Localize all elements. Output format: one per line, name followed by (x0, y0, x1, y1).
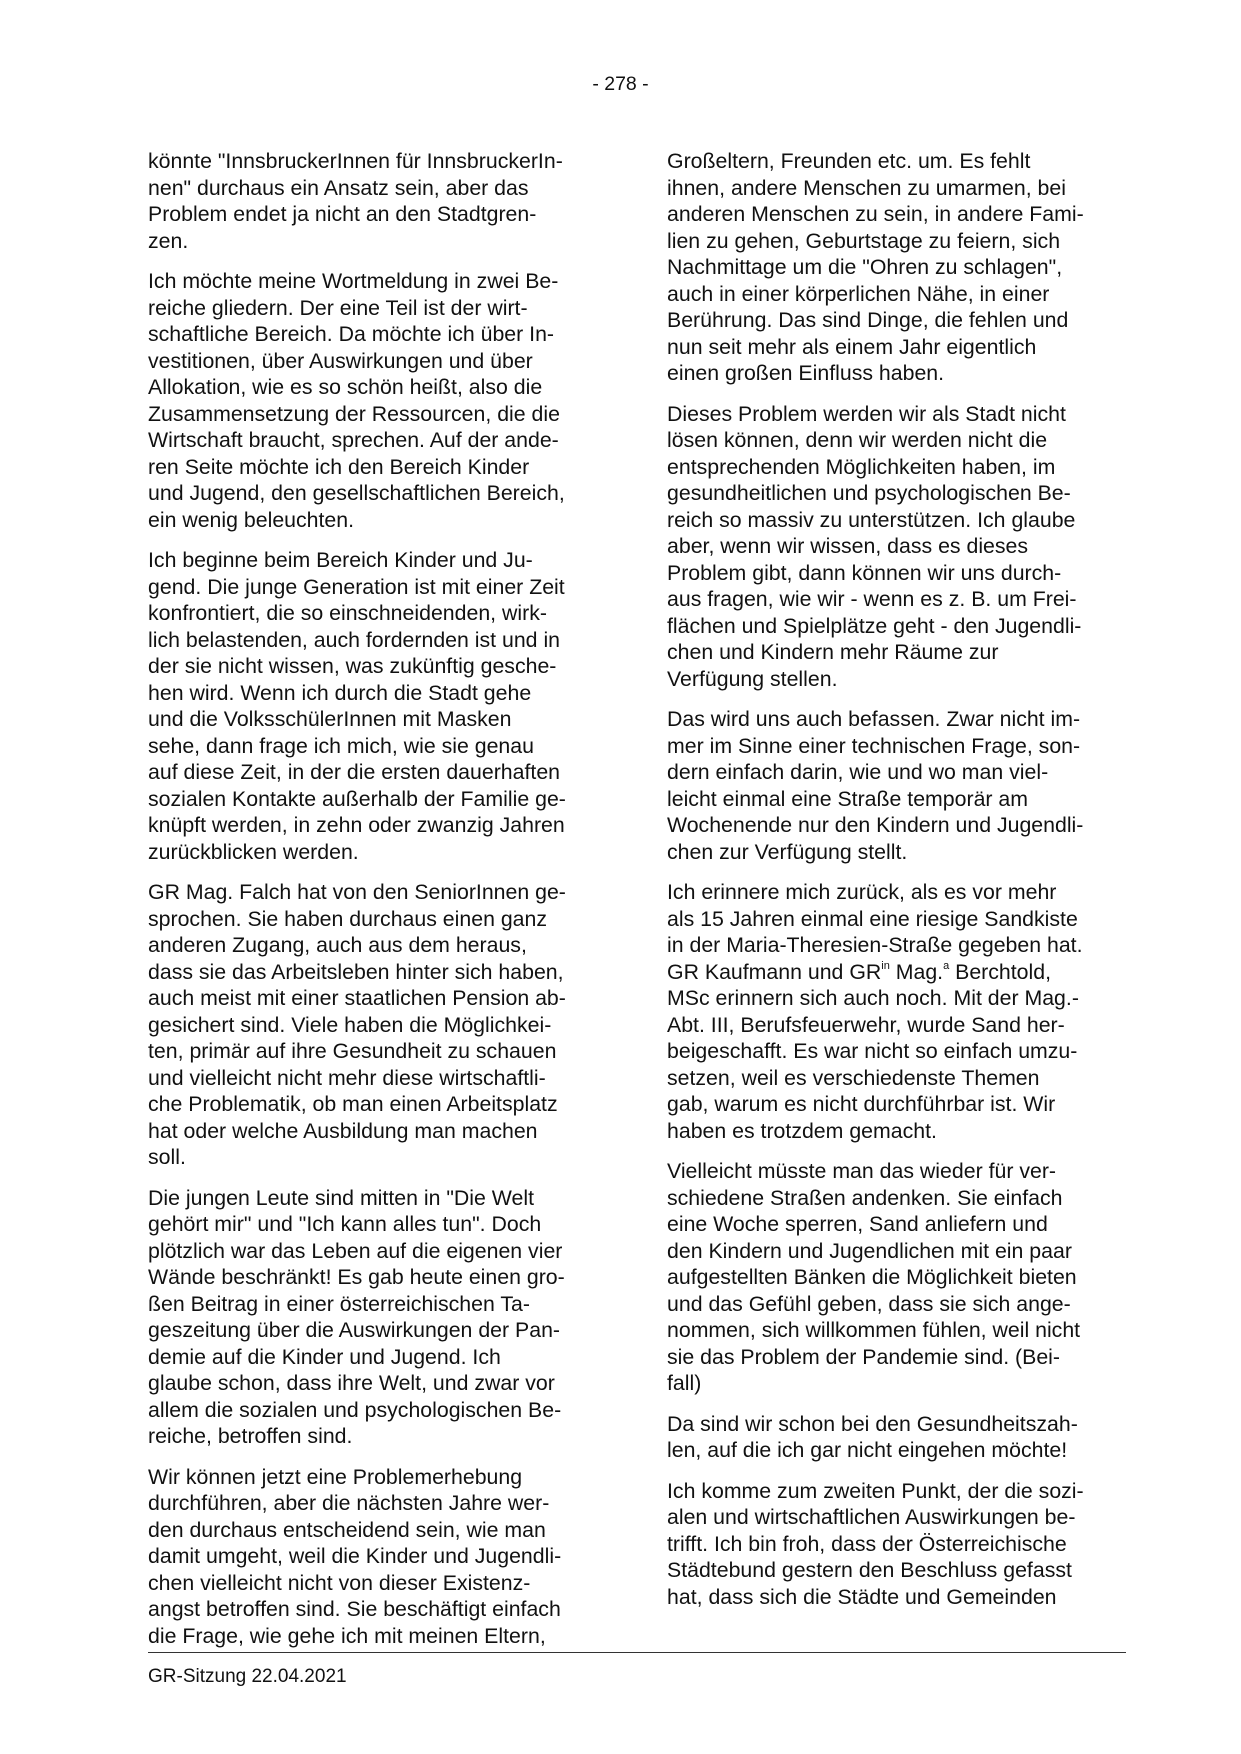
text-line: gend. Die junge Generation ist mit einer Zeit (148, 574, 565, 599)
text-line: und Jugend, den gesellschaftlichen Bereich, (148, 481, 565, 505)
paragraph (148, 268, 596, 533)
text-line: allem die sozialen und psychologischen Be- (148, 1397, 562, 1422)
text-line: Das wird uns auch befassen. Zwar nicht im- (667, 707, 1081, 731)
paragraph (148, 547, 596, 865)
right-column (667, 148, 1127, 1624)
text-line: als 15 Jahren einmal eine riesige Sandkiste (667, 906, 1078, 931)
paragraph (148, 1185, 596, 1450)
text-line: Problem endet ja nicht an den Stadtgren- (148, 202, 537, 226)
text-line: nen" durchaus ein Ansatz sein, aber das (148, 175, 529, 200)
text-line: Nachmittage um die "Ohren zu schlagen", (667, 255, 1063, 279)
text-line: Da sind wir schon bei den Gesundheitszah- (667, 1411, 1078, 1436)
text-line: haben es trotzdem gemacht. (667, 1118, 937, 1143)
text-line: trifft. Ich bin froh, dass der Österreichische (667, 1531, 1067, 1556)
text-line: knüpft werden, in zehn oder zwanzig Jahren (148, 813, 565, 837)
text-line: konfrontiert, die so einschneidenden, wirk- (148, 601, 547, 625)
text-line: hen wird. Wenn ich durch die Stadt gehe (148, 680, 532, 705)
text-line: flächen und Spielplätze geht - den Jugendli- (667, 613, 1082, 638)
text-line: angst betroffen sind. Sie beschäftigt einfach (148, 1597, 561, 1621)
paragraph (148, 148, 596, 254)
text-line: Vielleicht müsste man das wieder für ver- (667, 1159, 1057, 1183)
paragraph (667, 1158, 1127, 1397)
paragraph (667, 879, 1127, 1144)
text-line: anderen Zugang, auch aus dem heraus, (148, 933, 527, 957)
text-line: Dieses Problem werden wir als Stadt nicht (667, 401, 1066, 426)
text-line: Problem gibt, dann können wir uns durch- (667, 560, 1062, 585)
text-line: dass sie das Arbeitsleben hinter sich haben, (148, 959, 564, 984)
text-line: auch in einer körperlichen Nähe, in einer (667, 281, 1050, 306)
text-line: vestitionen, über Auswirkungen und über (148, 348, 533, 373)
text-line: Wände beschränkt! Es gab heute einen gro- (148, 1265, 565, 1289)
text-line: Großeltern, Freunden etc. um. Es fehlt (667, 149, 1031, 173)
text-line: alen und wirtschaftlichen Auswirkungen be- (667, 1505, 1076, 1529)
text-line: einen großen Einfluss haben. (667, 361, 945, 385)
text-line: die Frage, wie gehe ich mit meinen Eltern, (148, 1623, 546, 1648)
text-line: beigeschafft. Es war nicht so einfach umzu- (667, 1039, 1078, 1063)
text-line: Wochenende nur den Kindern und Jugendli- (667, 813, 1084, 837)
text-line: reich so massiv zu unterstützen. Ich glaube (667, 507, 1076, 532)
text-line: aufgestellten Bänken die Möglichkeit bieten (667, 1265, 1077, 1289)
text-line: entsprechenden Möglichkeiten haben, im (667, 454, 1056, 479)
text-line: geszeitung über die Auswirkungen der Pan- (148, 1318, 561, 1342)
footer-session-date: GR-Sitzung 22.04.2021 (148, 1666, 347, 1687)
text-line: reiche gliedern. Der eine Teil ist der wirt- (148, 295, 528, 320)
text-line: dern einfach darin, wie und wo man viel- (667, 760, 1049, 784)
left-column (148, 148, 596, 1663)
text-line: eine Woche sperren, Sand anliefern und (667, 1212, 1048, 1236)
text-line: Ich beginne beim Bereich Kinder und Ju- (148, 548, 533, 572)
text-line: lien zu gehen, Geburtstage zu feiern, sich (667, 228, 1061, 253)
text-line: der sie nicht wissen, was zukünftig gesche- (148, 654, 557, 678)
text-line: ihnen, andere Menschen zu umarmen, bei (667, 175, 1066, 200)
text-line: gab, warum es nicht durchführbar ist. Wir (667, 1092, 1056, 1116)
paragraph (667, 1478, 1127, 1611)
text-line: hat oder welche Ausbildung man machen (148, 1118, 538, 1143)
text-line: che Problematik, ob man einen Arbeitsplatz (148, 1092, 558, 1116)
page-number: - 278 - (592, 73, 649, 95)
text-line: Die jungen Leute sind mitten in "Die Welt (148, 1185, 534, 1210)
text-line: ten, primär auf ihre Gesundheit zu schauen (148, 1039, 557, 1063)
text-line: Allokation, wie es so schön heißt, also die (148, 375, 543, 399)
text-line: gesundheitlichen und psychologischen Be- (667, 481, 1071, 505)
text-line: und die VolksschülerInnen mit Masken (148, 707, 512, 731)
text-line: Ich komme zum zweiten Punkt, der die sozi- (667, 1478, 1084, 1503)
text-line: und vielleicht nicht mehr diese wirtschaftli- (148, 1065, 546, 1090)
text-line: auf diese Zeit, in der die ersten dauerhaften (148, 760, 561, 784)
text-line: Wirtschaft braucht, sprechen. Auf der ande- (148, 428, 559, 452)
text-line: setzen, weil es verschiedenste Themen (667, 1065, 1040, 1090)
paragraph (667, 1411, 1127, 1464)
text-line: auch meist mit einer staatlichen Pension ab- (148, 986, 566, 1010)
text-line: nun seit mehr als einem Jahr eigentlich (667, 334, 1037, 359)
text-line: Zusammensetzung der Ressourcen, die die (148, 401, 560, 426)
text-line: chen zur Verfügung stellt. (667, 839, 908, 864)
text-line: sprochen. Sie haben durchaus einen ganz (148, 906, 548, 931)
text-line: GR Mag. Falch hat von den SeniorInnen ge- (148, 880, 566, 904)
text-line: ren Seite möchte ich den Bereich Kinder (148, 454, 530, 479)
text-line: schaftliche Bereich. Da möchte ich über In- (148, 322, 555, 346)
text-line: mer im Sinne einer technischen Frage, son- (667, 733, 1081, 758)
text-line: zurückblicken werden. (148, 839, 359, 864)
text-line: Abt. III, Berufsfeuerwehr, wurde Sand her- (667, 1012, 1065, 1037)
text-line: Ich erinnere mich zurück, als es vor mehr (667, 880, 1057, 904)
text-line: aus fragen, wie wir - wenn es z. B. um Frei- (667, 587, 1077, 611)
footer-rule (148, 1652, 1126, 1653)
text-line: anderen Menschen zu sein, in andere Fami- (667, 202, 1084, 226)
text-line: Verfügung stellen. (667, 666, 838, 691)
text-line: chen und Kindern mehr Räume zur (667, 640, 999, 664)
paragraph (667, 148, 1127, 387)
text-line: könnte "InnsbruckerInnen für InnsbruckerIn- (148, 149, 563, 173)
text-line: sozialen Kontakte außerhalb der Familie ge- (148, 786, 566, 811)
text-line: in der Maria-Theresien-Straße gegeben hat. (667, 933, 1083, 957)
text-line: reiche, betroffen sind. (148, 1424, 353, 1448)
text-line: leicht einmal eine Straße temporär am (667, 786, 1029, 811)
text-line: glaube schon, dass ihre Welt, und zwar vor (148, 1371, 555, 1395)
text-line: sie das Problem der Pandemie sind. (Bei- (667, 1344, 1060, 1369)
text-line: und das Gefühl geben, dass sie sich ange- (667, 1291, 1071, 1316)
text-line: Berührung. Das sind Dinge, die fehlen und (667, 308, 1069, 332)
text-line: Wir können jetzt eine Problemerhebung (148, 1464, 523, 1489)
text-line: ßen Beitrag in einer österreichischen Ta- (148, 1291, 530, 1316)
text-line: aber, wenn wir wissen, dass es dieses (667, 534, 1029, 558)
text-line: Städtebund gestern den Beschluss gefasst (667, 1558, 1072, 1582)
text-line: nommen, sich willkommen fühlen, weil nicht (667, 1318, 1081, 1342)
text-line: gehört mir" und "Ich kann alles tun". Doch (148, 1212, 542, 1236)
text-line: ein wenig beleuchten. (148, 507, 355, 532)
text-line: den durchaus entscheidend sein, wie man (148, 1517, 546, 1542)
text-line: sehe, dann frage ich mich, wie sie genau (148, 733, 534, 758)
text-line: fall) (667, 1371, 702, 1395)
text-line: soll. (148, 1145, 186, 1169)
paragraph (667, 706, 1127, 865)
paragraph (148, 1464, 596, 1650)
text-line: lösen können, denn wir werden nicht die (667, 428, 1048, 452)
text-line: len, auf die ich gar nicht eingehen möchte! (667, 1438, 1068, 1462)
text-line: chen vielleicht nicht von dieser Existenz- (148, 1570, 531, 1595)
text-line: den Kindern und Jugendlichen mit ein paar (667, 1238, 1072, 1263)
text-line: MSc erinnern sich auch noch. Mit der Mag.- (667, 986, 1079, 1010)
text-line: demie auf die Kinder und Jugend. Ich (148, 1344, 501, 1369)
paragraph (667, 401, 1127, 693)
text-line: hat, dass sich die Städte und Gemeinden (667, 1584, 1057, 1609)
text-line: durchführen, aber die nächsten Jahre wer- (148, 1491, 550, 1515)
text-line: zen. (148, 228, 189, 253)
text-line: GR Kaufmann und $GR^{in}$ Mag.$^a$ Berchtold, (667, 959, 1052, 984)
paragraph (148, 879, 596, 1171)
text-line: damit umgeht, weil die Kinder und Jugendli- (148, 1544, 562, 1568)
text-line: lich belastenden, auch fordernden ist und in (148, 627, 561, 652)
text-line: Ich möchte meine Wortmeldung in zwei Be- (148, 269, 559, 293)
text-line: gesichert sind. Viele haben die Möglichkei- (148, 1012, 552, 1037)
text-line: plötzlich war das Leben auf die eigenen vier (148, 1238, 563, 1263)
text-line: schiedene Straßen andenken. Sie einfach (667, 1185, 1063, 1210)
